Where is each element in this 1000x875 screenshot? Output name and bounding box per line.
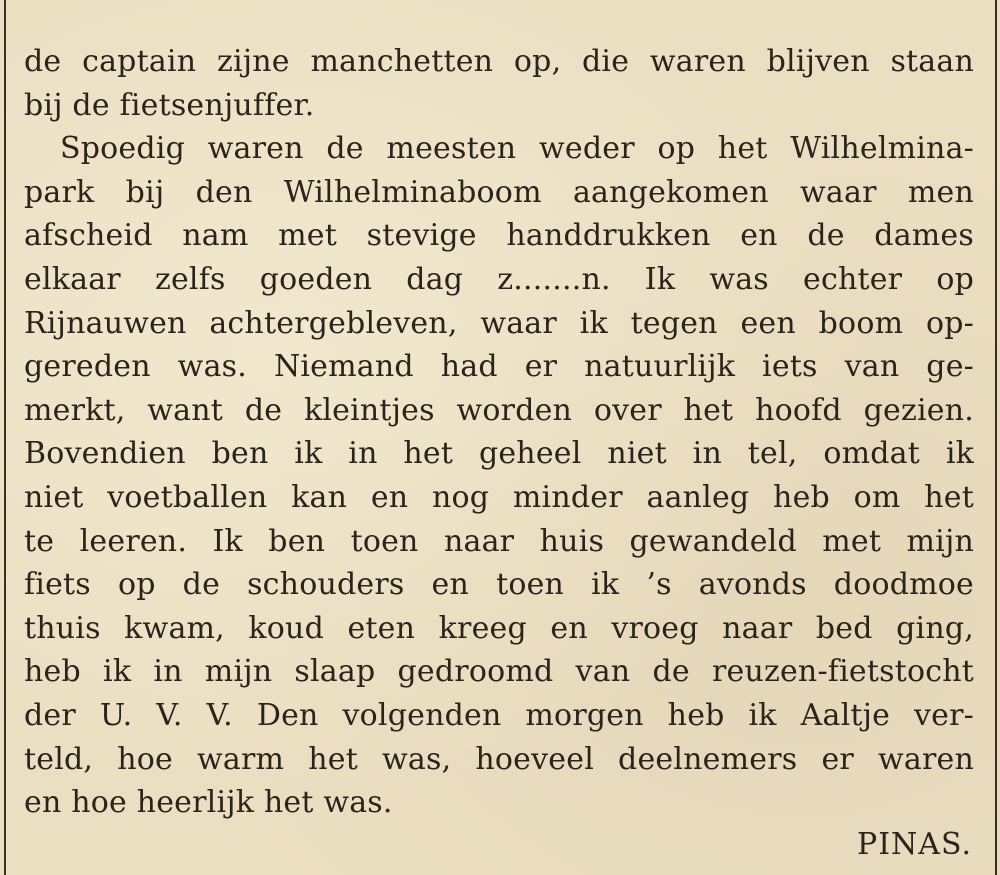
right-column-rule bbox=[995, 0, 997, 875]
text-line-10: Bovendien ben ik in het geheel niet in tel, omdat ik bbox=[24, 436, 974, 472]
text-line-16: der U. V. V. Den volgenden morgen heb ik Aaltje ver- bbox=[24, 697, 974, 733]
text-line-14: thuis kwam, koud eten kreeg en vroeg naar bed ging, bbox=[24, 610, 974, 646]
text-line-11: niet voetballen kan en nog minder aanleg heb om het bbox=[24, 479, 974, 515]
author-signature: PINAS. bbox=[857, 827, 972, 862]
text-line-8: gereden was. Niemand had er natuurlijk iets van ge- bbox=[24, 349, 974, 385]
article-body bbox=[24, 40, 974, 825]
text-line-1: de captain zijne manchetten op, die waren blijven staan bbox=[24, 44, 974, 79]
text-line-5: afscheid nam met stevige handdrukken en de dames bbox=[24, 218, 974, 254]
text-line-3: Spoedig waren de meesten weder op het Wilhelmina- bbox=[60, 131, 974, 167]
text-line-2: bij de fietsenjuffer. bbox=[24, 87, 315, 123]
text-line-13: fiets op de schouders en toen ik ’s avonds doodmoe bbox=[24, 567, 974, 603]
text-line-15: heb ik in mijn slaap gedroomd van de reuzen-fietstocht bbox=[24, 654, 974, 690]
text-line-12: te leeren. Ik ben toen naar huis gewandeld met mijn bbox=[24, 523, 974, 559]
text-line-9: merkt, want de kleintjes worden over het hoofd gezien. bbox=[24, 392, 974, 428]
text-line-6: elkaar zelfs goeden dag z.......n. Ik was echter op bbox=[24, 261, 974, 297]
left-column-rule bbox=[4, 0, 6, 875]
text-line-4: park bij den Wilhelminaboom aangekomen waar men bbox=[24, 174, 974, 210]
text-line-17: teld, hoe warm het was, hoeveel deelnemers er waren bbox=[24, 741, 974, 777]
text-line-18: en hoe heerlijk het was. bbox=[24, 785, 393, 821]
text-line-7: Rijnauwen achtergebleven, waar ik tegen een boom op- bbox=[24, 305, 974, 341]
